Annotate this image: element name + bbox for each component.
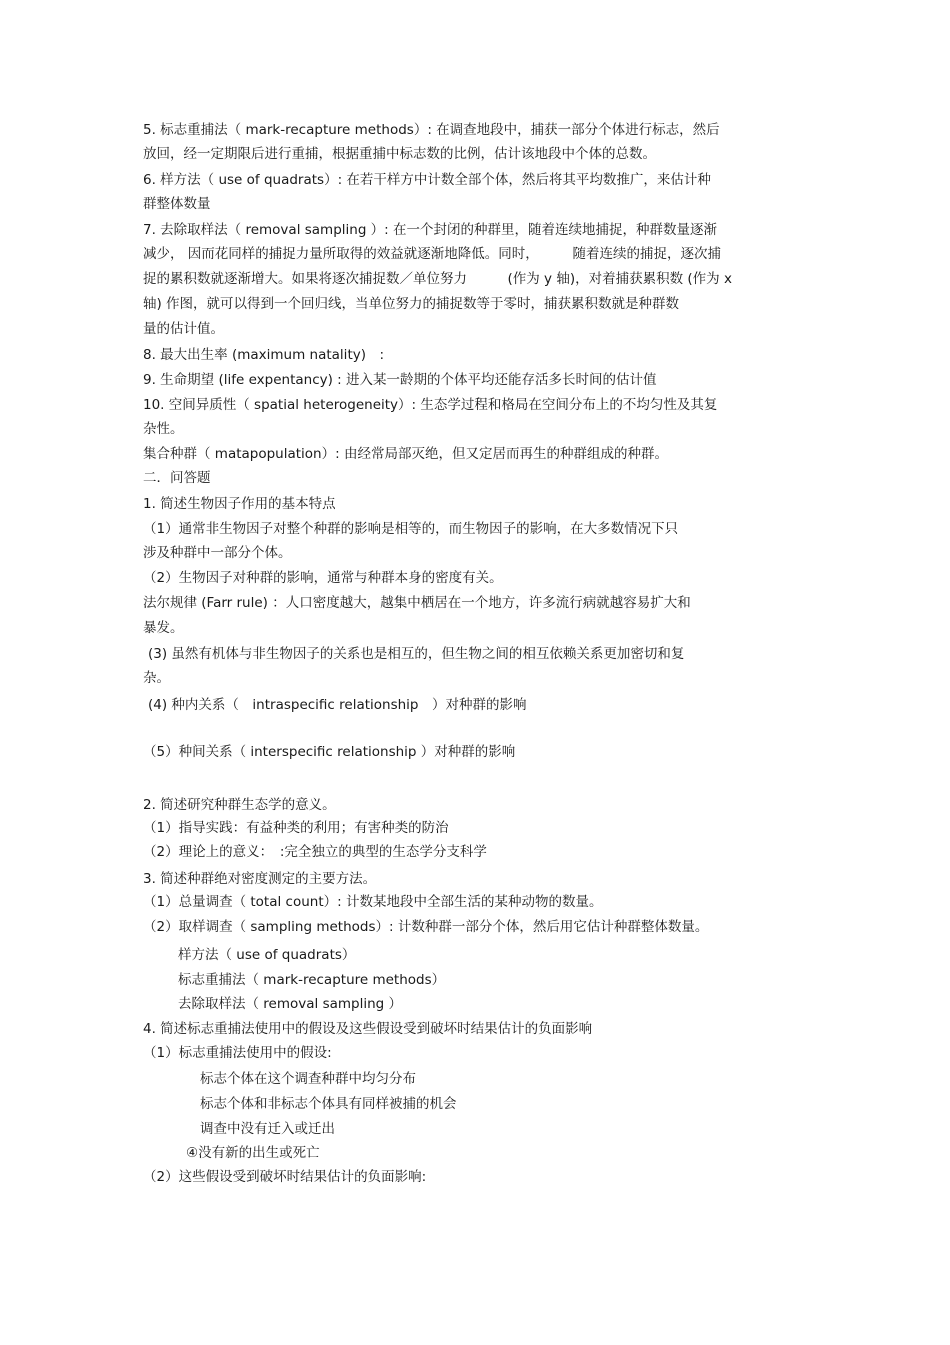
section-heading: 二．问答题 xyxy=(143,470,211,486)
text-line: 8. 最大出生率 (maximum natality) : xyxy=(143,347,385,363)
text-line: （2）理论上的意义： :完全独立的典型的生态学分支科学 xyxy=(143,844,487,860)
text-line: 涉及种群中一部分个体。 xyxy=(143,545,292,561)
text-line: 轴) 作图，就可以得到一个回归线，当单位努力的捕捉数等于零时，捕获累积数就是种群数 xyxy=(143,296,680,312)
text-line: 7. 去除取样法（ removal sampling ）: 在一个封闭的种群里，随着连续地捕捉，种群数量逐渐 xyxy=(143,222,718,238)
text-line: 法尔规律 (Farr rule) ：人口密度越大，越集中栖居在一个地方，许多流行病就越容易扩大和 xyxy=(143,595,691,611)
question-heading: 3. 简述种群绝对密度测定的主要方法。 xyxy=(143,871,377,887)
question-heading: 2. 简述研究种群生态学的意义。 xyxy=(143,797,336,813)
text-line: 群整体数量 xyxy=(143,196,211,212)
list-item: 去除取样法（ removal sampling ） xyxy=(178,996,403,1012)
list-item: ④没有新的出生或死亡 xyxy=(186,1145,320,1161)
text-line: 杂性。 xyxy=(143,421,184,437)
text-line: 集合种群（ matapopulation）: 由经常局部灭绝，但又定居而再生的种群组成的种群。 xyxy=(143,446,668,462)
text-line: （5）种间关系（ interspecific relationship ）对种群的影响 xyxy=(143,744,516,760)
text-line: 6. 样方法（ use of quadrats）: 在若干样方中计数全部个体，然后将其平均数推广，来估计种 xyxy=(143,172,711,188)
list-item: 调查中没有迁入或迁出 xyxy=(200,1121,335,1137)
text-line: 捉的累积数就逐渐增大。如果将逐次捕捉数／单位努力 (作为 y 轴)，对着捕获累积数 (作为 x xyxy=(143,271,732,287)
text-line: (3) 虽然有机体与非生物因子的关系也是相互的，但生物之间的相互依赖关系更加密切和复 xyxy=(148,646,685,662)
text-line: 暴发。 xyxy=(143,620,184,636)
text-line: 量的估计值。 xyxy=(143,321,224,337)
text-line: (4) 种内关系（ intraspecific relationship ）对种群的影响 xyxy=(148,697,527,713)
text-line: （1）通常非生物因子对整个种群的影响是相等的，而生物因子的影响，在大多数情况下只 xyxy=(143,521,679,537)
text-line: 放回，经一定期限后进行重捕，根据重捕中标志数的比例，估计该地段中个体的总数。 xyxy=(143,146,656,162)
text-line: 减少， 因而花同样的捕捉力量所取得的效益就逐渐地降低。同时， 随着连续的捕捉，逐次捕 xyxy=(143,246,722,262)
question-heading: 1. 简述生物因子作用的基本特点 xyxy=(143,496,336,512)
list-item: 标志个体和非标志个体具有同样被捕的机会 xyxy=(200,1096,457,1112)
list-item: 标志个体在这个调查种群中均匀分布 xyxy=(200,1071,416,1087)
text-line: （2）取样调查（ sampling methods）: 计数种群一部分个体，然后用它估计种群整体数量。 xyxy=(143,919,709,935)
text-line: （1）指导实践：有益种类的利用；有害种类的防治 xyxy=(143,820,449,836)
text-line: 9. 生命期望 (life expentancy) : 进入某一龄期的个体平均还能存活多长时间的估计值 xyxy=(143,372,657,388)
text-line: （1）总量调查（ total count）: 计数某地段中全部生活的某种动物的数量。 xyxy=(143,894,603,910)
list-item: 标志重捕法（ mark-recapture methods） xyxy=(178,972,446,988)
text-line: 10. 空间异质性（ spatial heterogeneity）: 生态学过程和格局在空间分布上的不均匀性及其复 xyxy=(143,397,718,413)
text-line: 5. 标志重捕法（ mark-recapture methods）: 在调查地段中，捕获一部分个体进行标志，然后 xyxy=(143,122,720,138)
text-line: （2）这些假设受到破坏时结果估计的负面影响: xyxy=(143,1169,427,1185)
list-item: 样方法（ use of quadrats） xyxy=(178,947,356,963)
text-line: （1）标志重捕法使用中的假设: xyxy=(143,1045,332,1061)
text-line: （2）生物因子对种群的影响，通常与种群本身的密度有关。 xyxy=(143,570,503,586)
text-line: 杂。 xyxy=(143,670,170,686)
question-heading: 4. 简述标志重捕法使用中的假设及这些假设受到破坏时结果估计的负面影响 xyxy=(143,1021,593,1037)
